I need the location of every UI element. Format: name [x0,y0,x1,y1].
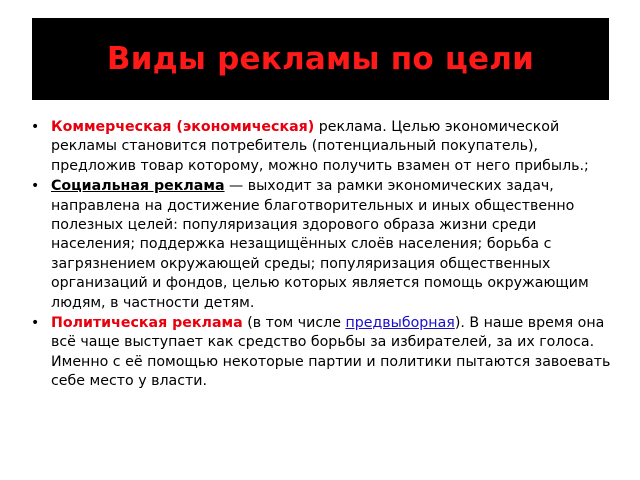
bullet-list [31,118,611,393]
bullet-item-commercial [31,118,611,176]
bullet-dot-icon: • [31,315,40,332]
term-commercial: Коммерческая (экономическая) [51,119,315,135]
slide-title: Виды рекламы по цели [106,41,535,77]
bullet-dot-icon: • [31,178,40,195]
bullet-item-social [31,177,611,313]
description-political-after-link: ). В наше время она всё чаще выступает как средство борьбы за избирателей, за их голоса. Именно с её помощью некоторые партии и политики пытаются завоевать себе место у власти. [51,315,611,390]
bullet-item-political [31,314,611,392]
description-political-before-link: (в том числе [242,315,346,332]
description-social: — выходит за рамки экономических задач, направлена на достижение благотворительных и иных общественно полезных целей: популяризация здорового образа жизни среди населения; поддержка незащищённых слоёв населения; борьба с загрязнением окружающей среды; популяризация общественных организаций и фондов, целью которых является помощь окружающим людям, в частности детям. [51,178,589,311]
description-commercial: реклама. Целью экономической рекламы становится потребитель (потенциальный покупатель), предложив товар которому, можно получить взамен от него прибыль.; [51,119,589,174]
bullet-dot-icon: • [31,119,40,135]
term-political: Политическая реклама [51,315,243,332]
link-election[interactable]: предвыборная [345,315,455,332]
term-social: Социальная реклама [51,178,225,195]
title-bar [32,18,609,100]
